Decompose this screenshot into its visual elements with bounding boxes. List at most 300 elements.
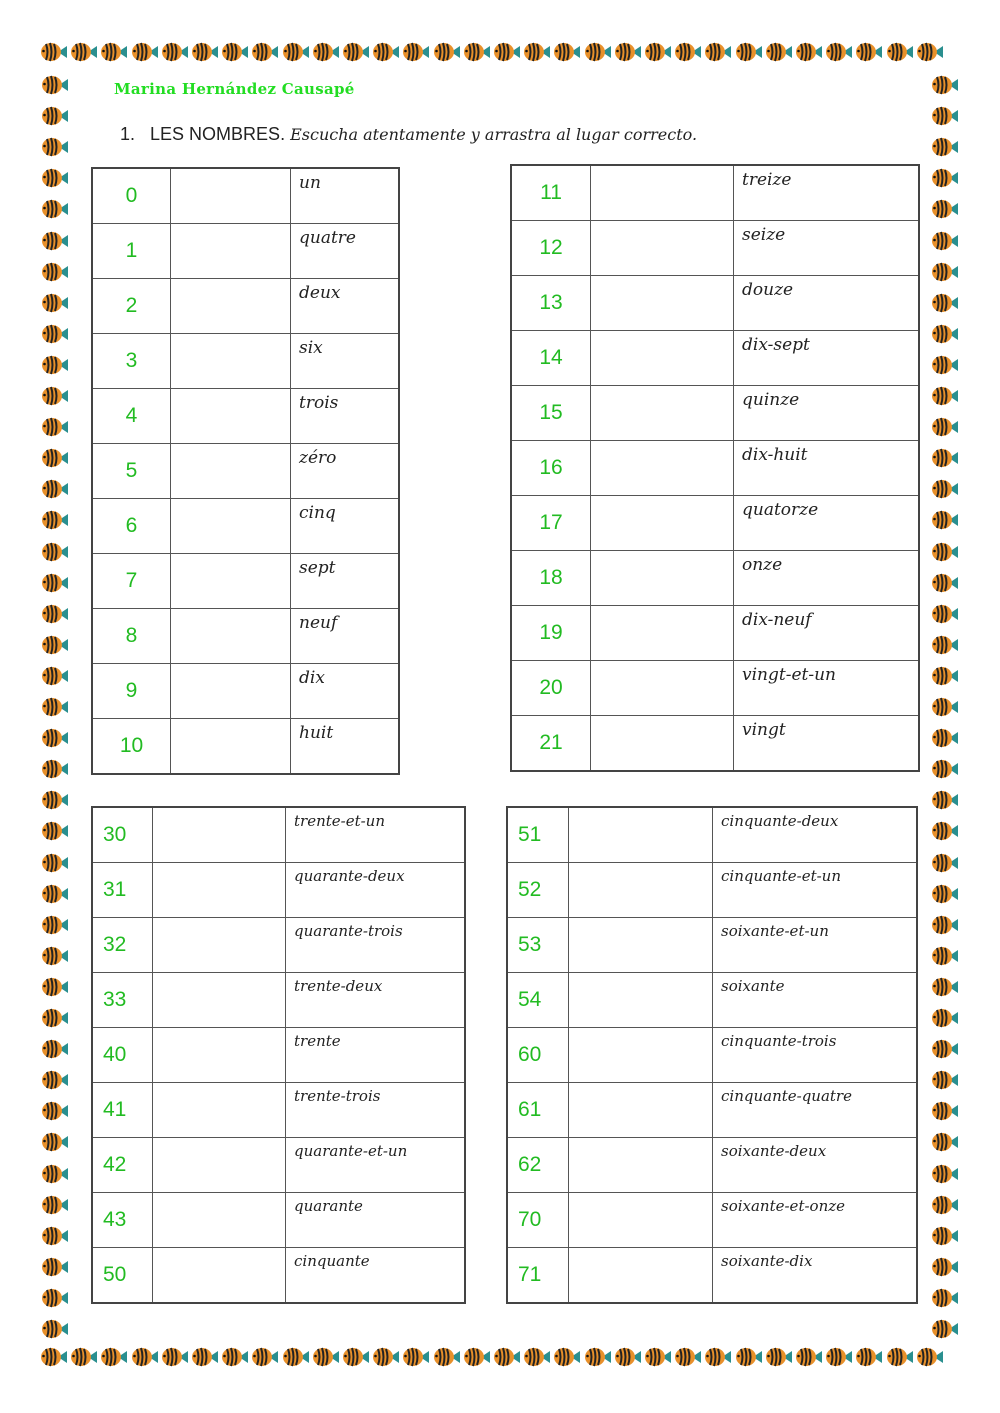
number-cell: 15 [511,386,591,441]
fish-icon [41,106,69,126]
fish-icon [614,1347,642,1367]
table-row [92,444,399,499]
fish-icon [41,697,69,717]
fish-icon [931,262,959,282]
fish-icon [41,977,69,997]
number-cell: 1 [92,224,171,279]
fish-icon [41,417,69,437]
numbers-table-2 [510,164,920,772]
numbers-table-4 [506,806,918,1304]
fish-icon [161,1347,189,1367]
table-row [507,807,917,863]
fish-icon [221,42,249,62]
table-row [92,224,399,279]
drop-target-cell[interactable] [591,661,734,716]
fish-icon [931,946,959,966]
fish-icon [282,42,310,62]
instruction [120,124,697,145]
table-row [92,168,399,224]
fish-icon [735,42,763,62]
fish-icon [931,853,959,873]
fish-icon [931,1132,959,1152]
fish-icon [931,915,959,935]
word-option[interactable]: quinze [734,386,920,441]
fish-icon [704,42,732,62]
fish-icon [704,1347,732,1367]
table-row [511,221,919,276]
fish-icon [131,1347,159,1367]
word-option[interactable]: dix-huit [734,441,920,496]
drop-target-cell[interactable] [591,276,734,331]
table-row [92,1248,465,1304]
number-cell: 10 [92,719,171,775]
table-row [507,1083,917,1138]
fish-icon [931,479,959,499]
drop-target-cell[interactable] [171,224,291,279]
drop-target-cell[interactable] [171,168,291,224]
table-row [507,1138,917,1193]
drop-target-cell[interactable] [569,807,713,863]
drop-target-cell[interactable] [591,606,734,661]
table-row [511,551,919,606]
drop-target-cell[interactable] [153,863,286,918]
drop-target-cell[interactable] [171,554,291,609]
fish-icon [886,42,914,62]
fish-icon [41,1008,69,1028]
word-option[interactable]: seize [734,221,920,276]
fish-icon [41,386,69,406]
fish-icon [931,666,959,686]
fish-icon [342,1347,370,1367]
word-option[interactable]: un [291,168,400,224]
fish-icon [312,1347,340,1367]
fish-icon [40,42,68,62]
number-cell: 70 [507,1193,569,1248]
fish-icon [41,168,69,188]
word-option[interactable]: onze [734,551,920,606]
number-cell: 11 [511,165,591,221]
fish-icon [41,946,69,966]
number-cell: 40 [92,1028,153,1083]
fish-icon [931,1257,959,1277]
table-row [511,386,919,441]
number-cell: 60 [507,1028,569,1083]
word-option[interactable]: dix-neuf [734,606,920,661]
number-cell: 53 [507,918,569,973]
fish-icon [931,417,959,437]
fish-icon [342,42,370,62]
table-row [511,496,919,551]
number-cell: 43 [92,1193,153,1248]
fish-icon [931,1226,959,1246]
word-option[interactable]: sept [291,554,400,609]
drop-target-cell[interactable] [569,1248,713,1304]
number-cell: 20 [511,661,591,716]
table-row [92,664,399,719]
drop-target-cell[interactable] [153,918,286,973]
word-option[interactable]: vingt-et-un [734,661,920,716]
fish-icon [41,604,69,624]
drop-target-cell[interactable] [171,719,291,775]
word-option[interactable]: cinq [291,499,400,554]
drop-target-cell[interactable] [153,1083,286,1138]
word-option[interactable]: cinquante-deux [713,807,918,863]
fish-icon [41,1039,69,1059]
drop-target-cell[interactable] [153,1193,286,1248]
fish-icon [931,386,959,406]
word-option[interactable]: huit [291,719,400,775]
table-row [507,1028,917,1083]
fish-icon [584,42,612,62]
instruction-text: Escucha atentamente y arrastra al lugar correcto. [290,125,698,144]
table-row [511,276,919,331]
drop-target-cell[interactable] [171,279,291,334]
table-row [92,719,399,775]
word-option[interactable]: quatorze [734,496,920,551]
drop-target-cell[interactable] [153,1248,286,1304]
number-cell: 14 [511,331,591,386]
table-row [507,863,917,918]
word-option[interactable]: cinquante-quatre [713,1083,918,1138]
fish-icon [41,1132,69,1152]
drop-target-cell[interactable] [153,1138,286,1193]
drop-target-cell[interactable] [569,1083,713,1138]
word-option[interactable]: vingt [734,716,920,772]
fish-icon [553,42,581,62]
fish-icon [931,355,959,375]
table-row [92,807,465,863]
number-cell: 30 [92,807,153,863]
drop-target-cell[interactable] [591,716,734,772]
number-cell: 2 [92,279,171,334]
number-cell: 12 [511,221,591,276]
fish-icon [931,759,959,779]
table-row [507,1193,917,1248]
drop-target-cell[interactable] [591,386,734,441]
number-cell: 19 [511,606,591,661]
fish-icon [463,42,491,62]
fish-icon [41,293,69,313]
number-cell: 16 [511,441,591,496]
fish-icon [931,604,959,624]
fish-icon [644,1347,672,1367]
fish-icon [41,262,69,282]
fish-icon [251,42,279,62]
fish-icon [131,42,159,62]
fish-icon [41,1195,69,1215]
number-cell: 54 [507,973,569,1028]
number-cell: 0 [92,168,171,224]
fish-icon [931,448,959,468]
drop-target-cell[interactable] [569,1138,713,1193]
fish-icon [855,42,883,62]
fish-icon [825,42,853,62]
fish-icon [41,324,69,344]
drop-target-cell[interactable] [171,609,291,664]
fish-icon [312,42,340,62]
drop-target-cell[interactable] [171,499,291,554]
fish-icon [70,42,98,62]
drop-target-cell[interactable] [171,664,291,719]
word-option[interactable]: soixante-et-onze [713,1193,918,1248]
fish-icon [825,1347,853,1367]
fish-icon [251,1347,279,1367]
word-option[interactable]: douze [734,276,920,331]
fish-icon [523,1347,551,1367]
fish-icon [41,199,69,219]
fish-icon [41,1164,69,1184]
number-cell: 4 [92,389,171,444]
fish-icon [931,1039,959,1059]
fish-icon [41,479,69,499]
number-cell: 62 [507,1138,569,1193]
word-option[interactable]: soixante-et-un [713,918,918,973]
fish-icon [931,168,959,188]
fish-icon [41,821,69,841]
drop-target-cell[interactable] [153,1028,286,1083]
word-option[interactable]: quarante-et-un [286,1138,466,1193]
number-cell: 17 [511,496,591,551]
table-row [511,606,919,661]
fish-icon [674,1347,702,1367]
fish-icon [493,1347,521,1367]
table-row [511,661,919,716]
fish-icon [931,573,959,593]
fish-icon [402,1347,430,1367]
word-option[interactable]: trente [286,1028,466,1083]
word-option[interactable]: trente-trois [286,1083,466,1138]
drop-target-cell[interactable] [591,441,734,496]
number-cell: 3 [92,334,171,389]
drop-target-cell[interactable] [569,1193,713,1248]
number-cell: 52 [507,863,569,918]
number-cell: 6 [92,499,171,554]
drop-target-cell[interactable] [153,807,286,863]
fish-icon [931,635,959,655]
fish-icon [41,1226,69,1246]
fish-icon [100,42,128,62]
fish-icon [41,231,69,251]
table-row [92,389,399,444]
word-option[interactable]: quarante [286,1193,466,1248]
number-cell: 13 [511,276,591,331]
fish-icon [41,1319,69,1339]
fish-icon [931,293,959,313]
word-option[interactable]: deux [291,279,400,334]
fish-icon [931,697,959,717]
fish-icon [931,231,959,251]
word-option[interactable]: trente-et-un [286,807,466,863]
drop-target-cell[interactable] [591,551,734,606]
fish-icon [41,884,69,904]
table-row [511,441,919,496]
fish-icon [41,573,69,593]
drop-target-cell[interactable] [569,1028,713,1083]
fish-icon [41,1101,69,1121]
table-row [92,1193,465,1248]
word-option[interactable]: six [291,334,400,389]
drop-target-cell[interactable] [591,496,734,551]
fish-icon [41,635,69,655]
drop-target-cell[interactable] [591,331,734,386]
number-cell: 50 [92,1248,153,1304]
number-cell: 21 [511,716,591,772]
number-cell: 41 [92,1083,153,1138]
fish-icon [70,1347,98,1367]
numbers-table-1 [91,167,400,775]
fish-icon [100,1347,128,1367]
fish-icon [931,884,959,904]
fish-icon [735,1347,763,1367]
number-cell: 31 [92,863,153,918]
word-option[interactable]: treize [734,165,920,221]
fish-icon [931,542,959,562]
drop-target-cell[interactable] [569,973,713,1028]
word-option[interactable]: soixante [713,973,918,1028]
drop-target-cell[interactable] [591,165,734,221]
fish-icon [433,42,461,62]
fish-icon [553,1347,581,1367]
fish-icon [931,1008,959,1028]
fish-icon [433,1347,461,1367]
fish-icon [41,1288,69,1308]
fish-icon [191,1347,219,1367]
fish-icon [372,42,400,62]
fish-icon [614,42,642,62]
fish-icon [931,1070,959,1090]
fish-icon [916,42,944,62]
fish-icon [931,977,959,997]
drop-target-cell[interactable] [153,973,286,1028]
word-option[interactable]: cinquante-et-un [713,863,918,918]
fish-icon [463,1347,491,1367]
fish-icon [855,1347,883,1367]
numbers-table-3 [91,806,466,1304]
table-row [92,1083,465,1138]
number-cell: 61 [507,1083,569,1138]
word-option[interactable]: quatre [291,224,400,279]
number-cell: 42 [92,1138,153,1193]
author-name: Marina Hernández Causapé [114,80,355,98]
fish-icon [41,75,69,95]
fish-icon [584,1347,612,1367]
table-row [511,165,919,221]
fish-icon [402,42,430,62]
fish-icon [282,1347,310,1367]
fish-icon [41,510,69,530]
table-row [511,716,919,772]
word-option[interactable]: dix [291,664,400,719]
fish-icon [161,42,189,62]
fish-icon [493,42,521,62]
fish-icon [41,542,69,562]
table-row [92,334,399,389]
drop-target-cell[interactable] [591,221,734,276]
fish-icon [931,106,959,126]
fish-icon [41,915,69,935]
fish-icon [916,1347,944,1367]
drop-target-cell[interactable] [171,389,291,444]
word-option[interactable]: soixante-dix [713,1248,918,1304]
table-row [507,973,917,1028]
number-cell: 8 [92,609,171,664]
word-option[interactable]: quarante-deux [286,863,466,918]
fish-icon [41,790,69,810]
fish-icon [931,728,959,748]
fish-icon [41,137,69,157]
fish-icon [931,1101,959,1121]
fish-icon [41,1070,69,1090]
fish-icon [931,821,959,841]
fish-icon [931,75,959,95]
fish-icon [931,1164,959,1184]
drop-target-cell[interactable] [569,918,713,973]
fish-icon [886,1347,914,1367]
fish-icon [931,137,959,157]
table-row [92,918,465,973]
instruction-number: 1. [120,124,136,144]
word-option[interactable]: soixante-deux [713,1138,918,1193]
word-option[interactable]: cinquante-trois [713,1028,918,1083]
table-row [92,973,465,1028]
fish-icon [674,42,702,62]
fish-icon [644,42,672,62]
fish-icon [41,853,69,873]
fish-icon [40,1347,68,1367]
fish-icon [931,1319,959,1339]
number-cell: 9 [92,664,171,719]
instruction-heading: LES NOMBRES. [150,124,286,144]
word-option[interactable]: zéro [291,444,400,499]
word-option[interactable]: trois [291,389,400,444]
table-row [92,279,399,334]
fish-icon [372,1347,400,1367]
table-row [507,918,917,973]
word-option[interactable]: neuf [291,609,400,664]
table-row [511,331,919,386]
fish-icon [41,355,69,375]
number-cell: 71 [507,1248,569,1304]
fish-icon [765,1347,793,1367]
table-row [92,1138,465,1193]
table-row [92,609,399,664]
drop-target-cell[interactable] [171,334,291,389]
number-cell: 51 [507,807,569,863]
number-cell: 18 [511,551,591,606]
fish-icon [41,666,69,686]
table-row [92,554,399,609]
word-option[interactable]: trente-deux [286,973,466,1028]
fish-icon [931,1195,959,1215]
number-cell: 32 [92,918,153,973]
fish-icon [931,1288,959,1308]
table-row [507,1248,917,1304]
word-option[interactable]: cinquante [286,1248,466,1304]
number-cell: 7 [92,554,171,609]
drop-target-cell[interactable] [171,444,291,499]
fish-icon [931,324,959,344]
fish-icon [931,199,959,219]
word-option[interactable]: dix-sept [734,331,920,386]
table-row [92,863,465,918]
drop-target-cell[interactable] [569,863,713,918]
table-row [92,1028,465,1083]
fish-icon [931,790,959,810]
fish-icon [523,42,551,62]
word-option[interactable]: quarante-trois [286,918,466,973]
fish-icon [795,42,823,62]
fish-icon [191,42,219,62]
